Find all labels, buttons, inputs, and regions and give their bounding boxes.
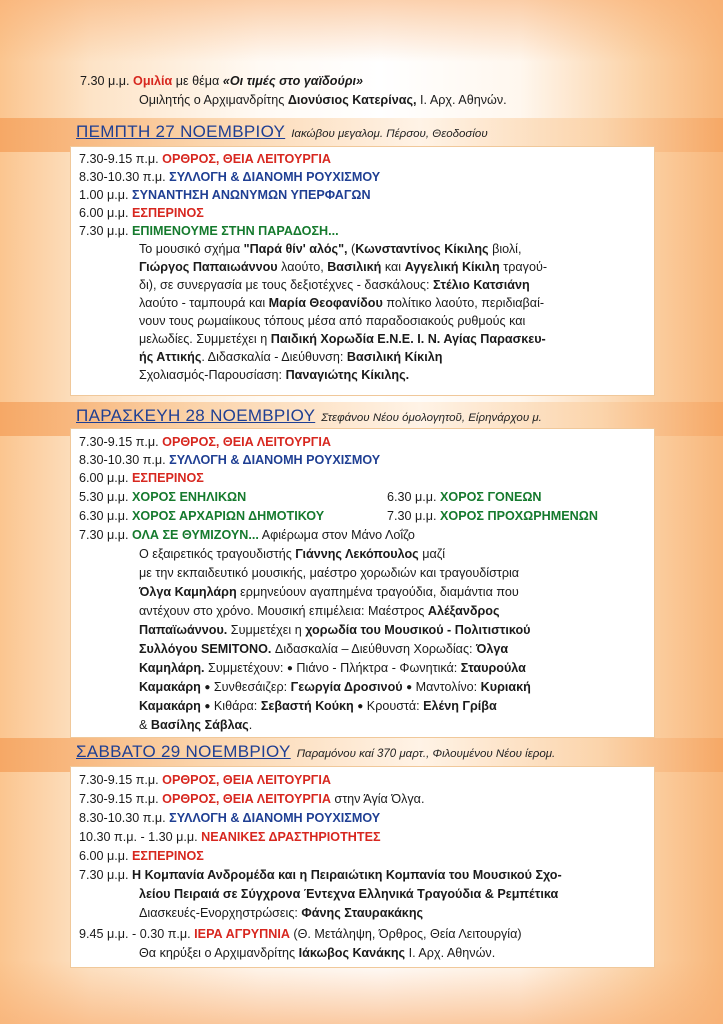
fri-desc-8: [139, 678, 531, 697]
desc-bold: Ελένη Γρίβα: [423, 699, 497, 713]
friday-header: [76, 406, 542, 426]
thu-event-4: [79, 204, 204, 222]
desc-text: Συμμετέχουν:: [204, 661, 287, 675]
desc-bold: Κωνσταντίνος Κίκιλης: [355, 242, 489, 256]
desc-bold: Αλέξανδρος: [427, 604, 500, 618]
fri-event-8: [79, 526, 415, 544]
desc-text: τραγού-: [499, 260, 548, 274]
sat-event-6-line2: [139, 885, 558, 903]
top-shade: [0, 0, 723, 62]
desc-bold: Ιάκωβος Κανάκης: [298, 946, 406, 960]
desc-text: Κρουστά:: [363, 699, 424, 713]
desc-text: βιολί,: [488, 242, 522, 256]
event-time: 10.30 π.μ. - 1.30 μ.μ.: [79, 830, 198, 844]
event-title: ΟΡΘΡΟΣ, ΘΕΙΑ ΛΕΙΤΟΥΡΓΙΑ: [162, 435, 331, 449]
bullet-icon: ●: [357, 701, 364, 712]
desc-text: λαούτο,: [277, 260, 328, 274]
event-title: Η Κομπανία Ανδρομέδα και η Πειραιώτικη Κομπανία του Μουσικού Σχο-: [132, 868, 562, 882]
fri-desc-9: [139, 697, 497, 716]
event-time: 9.45 μ.μ. - 0.30 π.μ.: [79, 927, 191, 941]
desc-bold: Παναγιώτης Κίκιλης.: [285, 368, 410, 382]
event-time: 7.30 μ.μ.: [387, 509, 437, 523]
event-time: 7.30 μ.μ.: [79, 224, 129, 238]
event-title: ΙΕΡΑ ΑΓΡΥΠΝΙΑ: [194, 927, 290, 941]
event-title: ΕΣΠΕΡΙΝΟΣ: [132, 206, 204, 220]
event-time: 7.30-9.15 π.μ.: [79, 152, 159, 166]
desc-text: Συμμετέχει η: [227, 623, 306, 637]
speaker-name: Διονύσιος Κατερίνας,: [287, 93, 417, 107]
event-title: ΟΡΘΡΟΣ, ΘΕΙΑ ΛΕΙΤΟΥΡΓΙΑ: [162, 152, 331, 166]
sat-event-6: [79, 866, 562, 884]
thu-event-3: [79, 186, 371, 204]
event-title: ΕΠΙΜΕΝΟΥΜΕ ΣΤΗΝ ΠΑΡΑΔΟΣΗ...: [132, 224, 339, 238]
desc-text: Ο εξαιρετικός τραγουδιστής: [139, 547, 296, 561]
thursday-saints: Ιακώβου μεγαλομ. Πέρσου, Θεοδοσίου: [291, 128, 488, 140]
event-title: ΣΥΝΑΝΤΗΣΗ ΑΝΩΝΥΜΩΝ ΥΠΕΡΦΑΓΩΝ: [132, 188, 371, 202]
thu-event-1: [79, 150, 331, 168]
thu-desc-7: [139, 348, 442, 366]
desc-bold: Όλγα Καμηλάρη: [139, 585, 237, 599]
desc-text: Πιάνο - Πλήκτρα - Φωνητικά:: [292, 661, 461, 675]
fri-event-7: [387, 507, 598, 525]
event-title: ΣΥΛΛΟΓΗ & ΔΙΑΝΟΜΗ ΡΟΥΧΙΣΜΟΥ: [169, 811, 381, 825]
desc-text: Θα κηρύξει ο Αρχιμανδρίτης: [139, 946, 299, 960]
sat-event-6-line3: [139, 904, 423, 922]
fri-desc-10: [139, 716, 252, 734]
desc-text: Συνθεσάιζερ:: [210, 680, 291, 694]
event-title: ΧΟΡΟΣ ΑΡΧΑΡΙΩΝ ΔΗΜΟΤΙΚΟΥ: [132, 509, 325, 523]
sat-event-4: [79, 828, 381, 846]
desc-bold: Στέλιο Κατσιάνη: [433, 278, 530, 292]
bullet-icon: ●: [286, 663, 293, 674]
fri-event-2: [79, 451, 380, 469]
fri-desc-6: [139, 640, 508, 658]
desc-text: ερμηνεύουν αγαπημένα τραγούδια, διαμάντια που: [236, 585, 519, 599]
lecture-text: με θέμα: [172, 74, 223, 88]
desc-bold: ής Αττικής: [139, 350, 202, 364]
thu-event-5: [79, 222, 339, 240]
thu-desc-5: [139, 312, 525, 330]
fri-event-5: [387, 488, 542, 506]
desc-bold: Καμακάρη: [139, 699, 201, 713]
fri-event-3: [79, 469, 204, 487]
fri-desc-1: [139, 545, 445, 563]
sat-event-1: [79, 771, 331, 789]
event-time: 6.30 μ.μ.: [79, 509, 129, 523]
desc-bold: Κυριακή: [480, 680, 531, 694]
desc-bold: Μαρία Θεοφανίδου: [268, 296, 383, 310]
desc-bold: Βασίλης Σάβλας: [150, 718, 249, 732]
thursday-day: ΠΕΜΠΤΗ 27 ΝΟΕΜΒΡΙΟΥ: [76, 122, 286, 141]
desc-text: λαούτο - ταμπουρά και: [139, 296, 269, 310]
lecture-speaker-line: [139, 91, 507, 109]
desc-text: δι), σε συνεργασία με τους δεξιοτέχνες - δασκάλους:: [139, 278, 433, 292]
saturday-day: ΣΑΒΒΑΤΟ 29 ΝΟΕΜΒΡΙΟΥ: [76, 742, 291, 761]
thu-desc-2: [139, 258, 547, 276]
fri-desc-4: [139, 602, 500, 620]
event-subtitle: (Θ. Μετάληψη, Όρθρος, Θεία Λειτουργία): [289, 927, 522, 941]
sat-event-5: [79, 847, 204, 865]
event-title: ΝΕΑΝΙΚΕΣ ΔΡΑΣΤΗΡΙΟΤΗΤΕΣ: [201, 830, 381, 844]
desc-text: και: [381, 260, 405, 274]
desc-bold: Γεωργία Δροσινού: [290, 680, 403, 694]
desc-text: Σχολιασμός-Παρουσίαση:: [139, 368, 286, 382]
event-title: ΣΥΛΛΟΓΗ & ΔΙΑΝΟΜΗ ΡΟΥΧΙΣΜΟΥ: [169, 170, 381, 184]
lecture-kind: Ομιλία: [133, 74, 173, 88]
event-title: ΕΣΠΕΡΙΝΟΣ: [132, 849, 204, 863]
lecture-time: 7.30 μ.μ.: [80, 74, 130, 88]
thu-desc-3: [139, 276, 530, 294]
fri-event-6: [79, 507, 324, 525]
thu-desc-8: [139, 366, 409, 384]
thu-desc-1: [139, 240, 521, 258]
friday-saints: Στεφάνου Νέου όμολογητοῦ, Είρηνάρχου μ.: [321, 412, 542, 424]
event-time: 7.30 μ.μ.: [79, 528, 129, 542]
event-title: ΧΟΡΟΣ ΕΝΗΛΙΚΩΝ: [132, 490, 247, 504]
thu-event-2: [79, 168, 380, 186]
desc-text: μελωδίες. Συμμετέχει η: [139, 332, 271, 346]
bullet-icon: ●: [204, 701, 211, 712]
desc-text: Διδασκαλία – Διεύθυνση Χορωδίας:: [271, 642, 477, 656]
event-time: 7.30-9.15 π.μ.: [79, 792, 159, 806]
fri-desc-2: [139, 564, 519, 582]
event-title: ΣΥΛΛΟΓΗ & ΔΙΑΝΟΜΗ ΡΟΥΧΙΣΜΟΥ: [169, 453, 381, 467]
event-time: 7.30-9.15 π.μ.: [79, 435, 159, 449]
event-title: ΧΟΡΟΣ ΠΡΟΧΩΡΗΜΕΝΩΝ: [440, 509, 598, 523]
desc-bold: Σταυρούλα: [460, 661, 526, 675]
fri-desc-5: [139, 621, 531, 639]
desc-text: πολίτικο λαούτο, περιδιαβαί-: [382, 296, 545, 310]
event-time: 8.30-10.30 π.μ.: [79, 170, 166, 184]
sat-event-3: [79, 809, 380, 827]
fri-desc-7: [139, 659, 526, 678]
event-time: 6.00 μ.μ.: [79, 471, 129, 485]
event-title: ΟΡΘΡΟΣ, ΘΕΙΑ ΛΕΙΤΟΥΡΓΙΑ: [162, 773, 331, 787]
saturday-saints: Παραμόνου καί 370 μαρτ., Φιλουμένου Νέου ίερομ.: [296, 748, 556, 760]
event-time: 8.30-10.30 π.μ.: [79, 453, 166, 467]
desc-bold: Παπαϊωάννου.: [139, 623, 228, 637]
desc-bold: Γιώργος Παπαιωάννου: [139, 260, 278, 274]
event-time: 5.30 μ.μ.: [79, 490, 129, 504]
lecture-line: [80, 72, 363, 90]
desc-bold: Βασιλική Κίκιλη: [346, 350, 443, 364]
desc-text: Κιθάρα:: [210, 699, 261, 713]
bullet-icon: ●: [204, 682, 211, 693]
thursday-header: [76, 122, 488, 142]
event-title: ΧΟΡΟΣ ΓΟΝΕΩΝ: [440, 490, 542, 504]
desc-text: .: [248, 718, 253, 732]
bullet-icon: ●: [406, 682, 413, 693]
desc-bold: Αγγελική Κίκιλη: [404, 260, 500, 274]
desc-text: αντέχουν στο χρόνο. Μουσική επιμέλεια: Μαέστρος: [139, 604, 428, 618]
sat-event-7-line2: [139, 944, 495, 962]
desc-bold: Σεβαστή Κούκη: [260, 699, 354, 713]
event-title: ΟΡΘΡΟΣ, ΘΕΙΑ ΛΕΙΤΟΥΡΓΙΑ: [162, 792, 331, 806]
event-time: 1.00 μ.μ.: [79, 188, 129, 202]
desc-text: &: [139, 718, 151, 732]
desc-bold: Φάνης Σταυρακάκης: [301, 906, 424, 920]
lecture-topic: «Οι τιμές στο γαϊδούρι»: [222, 74, 364, 88]
fri-event-1: [79, 433, 331, 451]
desc-text: (: [347, 242, 356, 256]
event-time: 8.30-10.30 π.μ.: [79, 811, 166, 825]
desc-bold: Καμακάρη: [139, 680, 201, 694]
fri-event-4: [79, 488, 246, 506]
friday-day: ΠΑΡΑΣΚΕΥΗ 28 ΝΟΕΜΒΡΙΟΥ: [76, 406, 316, 425]
desc-bold: χορωδία του Μουσικού - Πολιτιστικού: [305, 623, 531, 637]
saturday-header: [76, 742, 555, 762]
desc-bold: Βασιλική: [327, 260, 382, 274]
desc-bold: Γιάννης Λεκόπουλος: [295, 547, 419, 561]
desc-text: μαζί: [418, 547, 446, 561]
event-time: 6.30 μ.μ.: [387, 490, 437, 504]
event-time: 7.30-9.15 π.μ.: [79, 773, 159, 787]
desc-text: . Διδασκαλία - Διεύθυνση:: [201, 350, 347, 364]
desc-text: Το μουσικό σχήμα: [139, 242, 244, 256]
bottom-shade: [0, 960, 723, 1024]
desc-bold: Όλγα: [476, 642, 509, 656]
desc-bold: "Παρά θίν' αλός",: [243, 242, 348, 256]
thu-desc-6: [139, 330, 546, 348]
event-subtitle: Αφιέρωμα στον Μάνο Λοΐζο: [258, 528, 415, 542]
desc-bold: Καμηλάρη.: [139, 661, 205, 675]
desc-bold: Παιδική Χορωδία Ε.Ν.Ε. Ι. Ν. Αγίας Παρασκευ-: [270, 332, 546, 346]
event-subtitle: στην Άγία Όλγα.: [330, 792, 425, 806]
speaker-suffix: Ι. Αρχ. Αθηνών.: [416, 93, 507, 107]
event-title-cont: λείου Πειραιά σε Σύγχρονα Έντεχνα Ελληνικά Τραγούδια & Ρεμπέτικα: [139, 887, 559, 901]
event-time: 6.00 μ.μ.: [79, 849, 129, 863]
event-title: ΕΣΠΕΡΙΝΟΣ: [132, 471, 204, 485]
thu-desc-4: [139, 294, 544, 312]
sat-event-7: [79, 925, 522, 943]
desc-text: Μαντολίνο:: [412, 680, 481, 694]
event-time: 7.30 μ.μ.: [79, 868, 129, 882]
desc-bold: Συλλόγου SEMITONO.: [139, 642, 272, 656]
event-title: ΟΛΑ ΣΕ ΘΥΜΙΖΟΥΝ...: [132, 528, 259, 542]
desc-text: νουν τους ρωμαίικους τόπους μέσα από παραδοσιακούς ρυθμούς και: [139, 314, 526, 328]
desc-text: Ι. Αρχ. Αθηνών.: [405, 946, 496, 960]
fri-desc-3: [139, 583, 519, 601]
sat-event-2: [79, 790, 424, 808]
speaker-prefix: Ομιλητής ο Αρχιμανδρίτης: [139, 93, 288, 107]
event-time: 6.00 μ.μ.: [79, 206, 129, 220]
desc-text: Διασκευές-Ενορχηστρώσεις:: [139, 906, 302, 920]
desc-text: με την εκπαιδευτικό μουσικής, μαέστρο χορωδιών και τραγουδίστρια: [139, 566, 520, 580]
